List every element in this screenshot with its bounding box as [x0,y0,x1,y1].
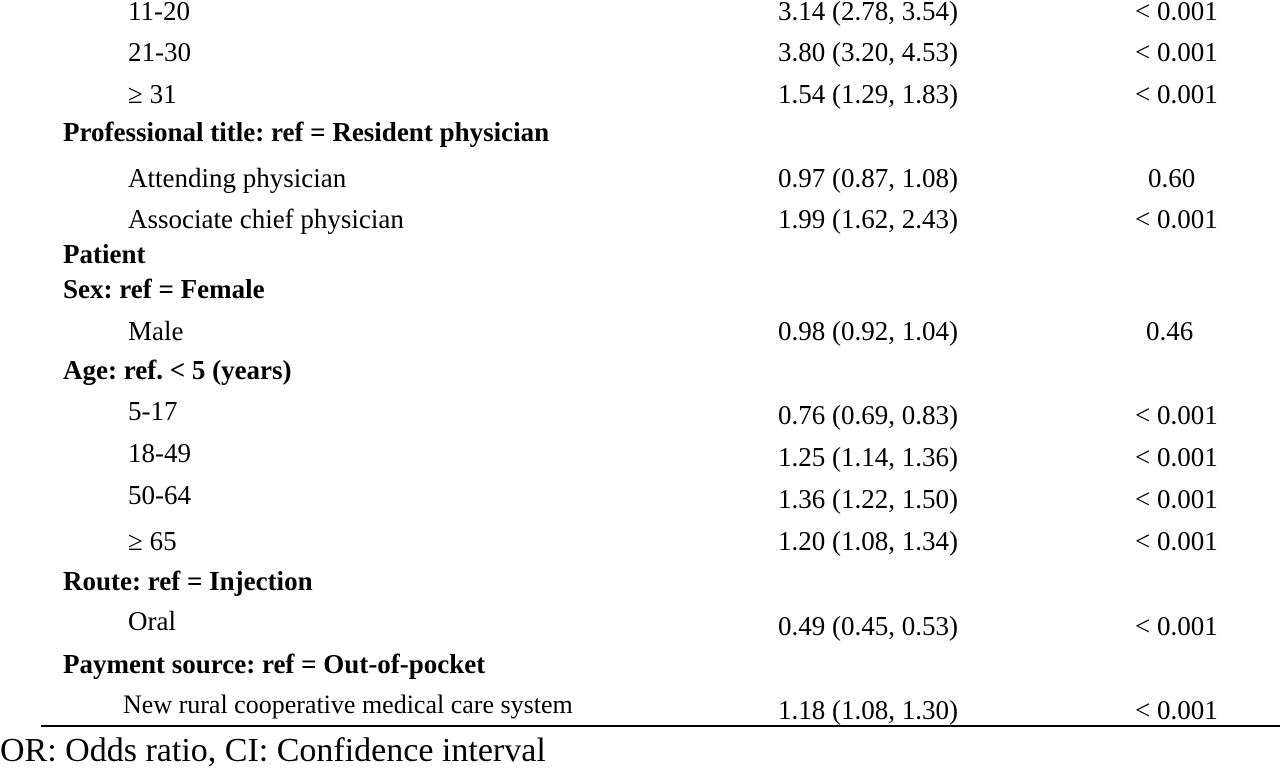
table-bottom-rule [41,725,1280,727]
table-footnote: OR: Odds ratio, CI: Confidence interval [0,732,546,769]
row-label: Male [128,316,184,346]
section-header: Payment source: ref = Out-of-pocket [63,649,486,679]
row-label: 11-20 [128,0,190,26]
section-header: Patient [63,239,146,269]
or-ci-value: 0.97 (0.87, 1.08) [778,163,958,193]
section-header: Route: ref = Injection [63,566,313,596]
p-value: 0.60 [1148,163,1196,193]
p-value: < 0.001 [1135,204,1218,234]
or-ci-value: 1.20 (1.08, 1.34) [778,526,958,556]
row-label: 50-64 [128,480,191,510]
section-header: Sex: ref = Female [63,274,265,304]
row-label: 5-17 [128,396,178,426]
or-ci-value: 1.25 (1.14, 1.36) [778,442,958,472]
row-label: 18-49 [128,438,191,468]
p-value: < 0.001 [1135,0,1218,26]
p-value: < 0.001 [1135,484,1218,514]
p-value: < 0.001 [1135,79,1218,109]
row-label: ≥ 31 [128,79,177,109]
or-ci-value: 1.99 (1.62, 2.43) [778,204,958,234]
or-ci-value: 1.54 (1.29, 1.83) [778,79,958,109]
row-label: Attending physician [128,163,347,193]
or-ci-value: 0.76 (0.69, 0.83) [778,400,958,430]
or-ci-value: 3.14 (2.78, 3.54) [778,0,958,26]
section-header: Age: ref. < 5 (years) [63,355,292,385]
row-label: Oral [128,606,176,636]
p-value: < 0.001 [1135,400,1218,430]
p-value: < 0.001 [1135,526,1218,556]
p-value: < 0.001 [1135,695,1218,725]
or-ci-value: 0.49 (0.45, 0.53) [778,611,958,641]
p-value: 0.46 [1146,316,1194,346]
row-label: Associate chief physician [128,204,404,234]
p-value: < 0.001 [1135,37,1218,67]
or-ci-value: 1.36 (1.22, 1.50) [778,484,958,514]
or-ci-value: 1.18 (1.08, 1.30) [778,695,958,725]
p-value: < 0.001 [1135,442,1218,472]
or-ci-value: 0.98 (0.92, 1.04) [778,316,958,346]
row-label: ≥ 65 [128,526,177,556]
or-ci-value: 3.80 (3.20, 4.53) [778,37,958,67]
p-value: < 0.001 [1135,611,1218,641]
row-label: New rural cooperative medical care system [123,690,573,719]
row-label: 21-30 [128,37,191,67]
section-header: Professional title: ref = Resident physician [63,117,550,147]
